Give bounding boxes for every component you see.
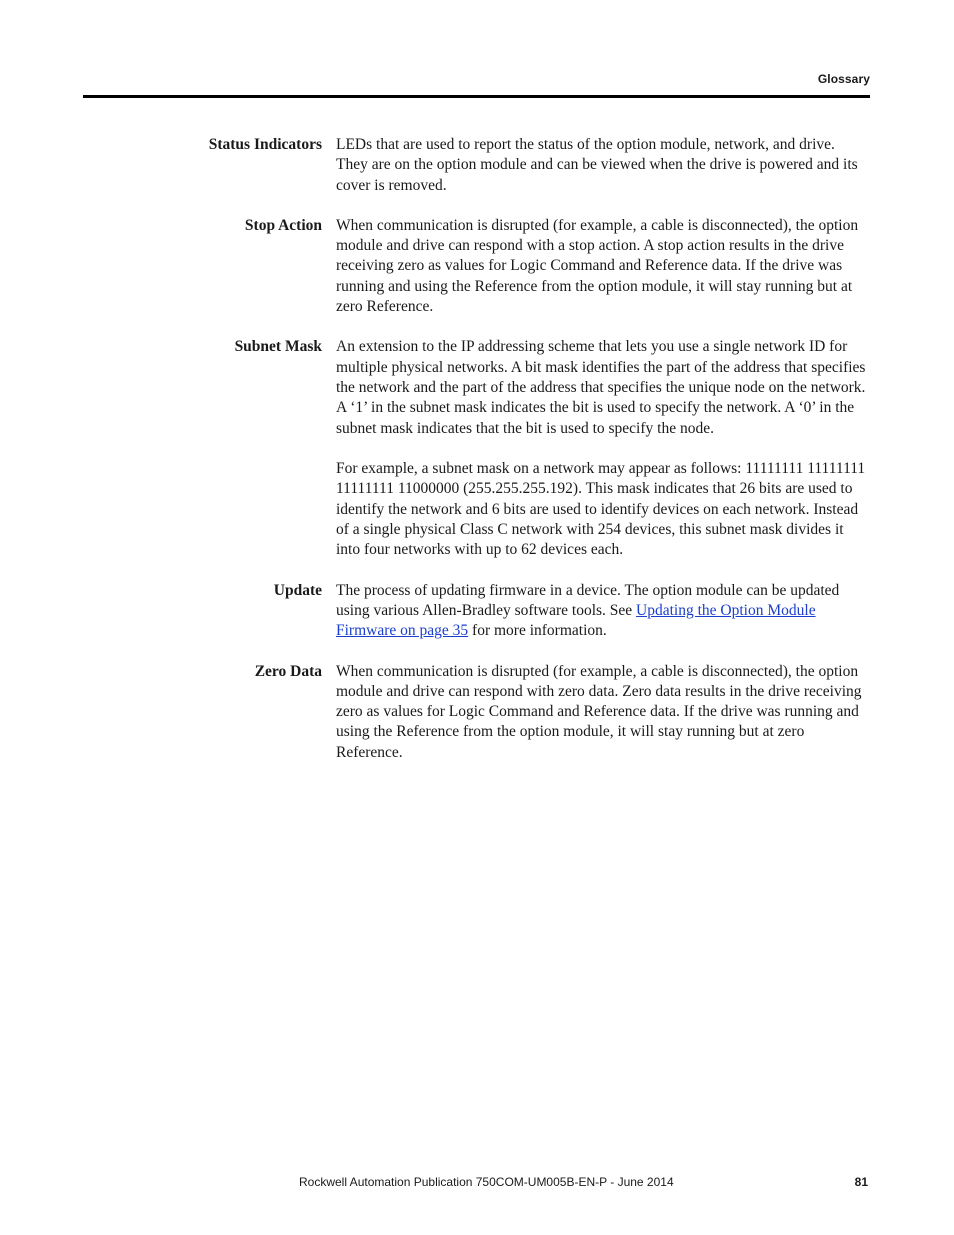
definition-paragraph: LEDs that are used to report the status of the option module, network, and drive. They are on the option module and can be viewed when the drive is powered and its cover is removed.	[336, 136, 858, 194]
definition-paragraph: For example, a subnet mask on a network may appear as follows: 11111111 11111111 11111111 11000000 (255.255.255.192). This mask indicates that 26 bits are used to identify the network and 6 bits are used to identify devices on each network. Instead of a single physical Class C network with 254 devices, this subnet mask divides it into four networks with up to 62 devices each.	[336, 460, 866, 559]
glossary-definition	[336, 135, 870, 196]
glossary-term: Status Indicators	[208, 136, 322, 153]
definition-paragraph	[336, 581, 870, 642]
firmware-update-link[interactable]: Updating the Option Module Firmware on page 35	[336, 601, 816, 640]
glossary-entry-zero-data	[180, 662, 870, 763]
glossary-entry-update	[180, 581, 870, 642]
glossary-definition	[336, 662, 870, 763]
footer-publication: Rockwell Automation Publication 750COM-UM005B-EN-P - June 2014	[299, 1175, 674, 1189]
glossary-list	[180, 135, 870, 783]
glossary-term: Zero Data	[254, 662, 322, 680]
glossary-term: Subnet Mask	[234, 338, 322, 356]
glossary-entry-status-indicators	[180, 135, 870, 196]
definition-text: The process of updating firmware in a device. The option module can be updated using various Allen-Bradley software tools. See	[336, 581, 840, 619]
definition-paragraph: When communication is disrupted (for example, a cable is disconnected), the option module and drive can respond with a stop action. A stop action results in the drive receiving zero as values for Logic Command and Reference data. If the drive was running and using the Reference from the option module, it will stay running but at zero Reference.	[336, 216, 859, 316]
header-divider	[83, 95, 870, 98]
page-number: 81	[854, 1175, 868, 1189]
glossary-entry-stop-action	[180, 216, 870, 317]
glossary-term: Update	[273, 581, 322, 599]
glossary-entry-subnet-mask	[180, 337, 870, 560]
glossary-definition	[336, 337, 870, 560]
glossary-term: Stop Action	[244, 216, 322, 234]
definition-text: for more information.	[468, 622, 607, 640]
definition-paragraph: When communication is disrupted (for example, a cable is disconnected), the option module and drive can respond with zero data. Zero data results in the drive receiving zero as values for Logic Command and Reference data. If the drive was running and using the Reference from the option module, it will stay running but at zero Reference.	[336, 662, 862, 761]
glossary-definition	[336, 216, 870, 317]
glossary-definition	[336, 581, 870, 642]
definition-paragraph: An extension to the IP addressing scheme that lets you use a single network ID for multiple physical networks. A bit mask identifies the part of the address that specifies the network and the part of the address that specifies the unique node on the network. A ‘1’ in the subnet mask indicates the bit is used to specify the network. A ‘0’ in the subnet mask indicates that the bit is used to specify the node.	[336, 338, 866, 437]
page-section-title: Glossary	[817, 72, 870, 86]
